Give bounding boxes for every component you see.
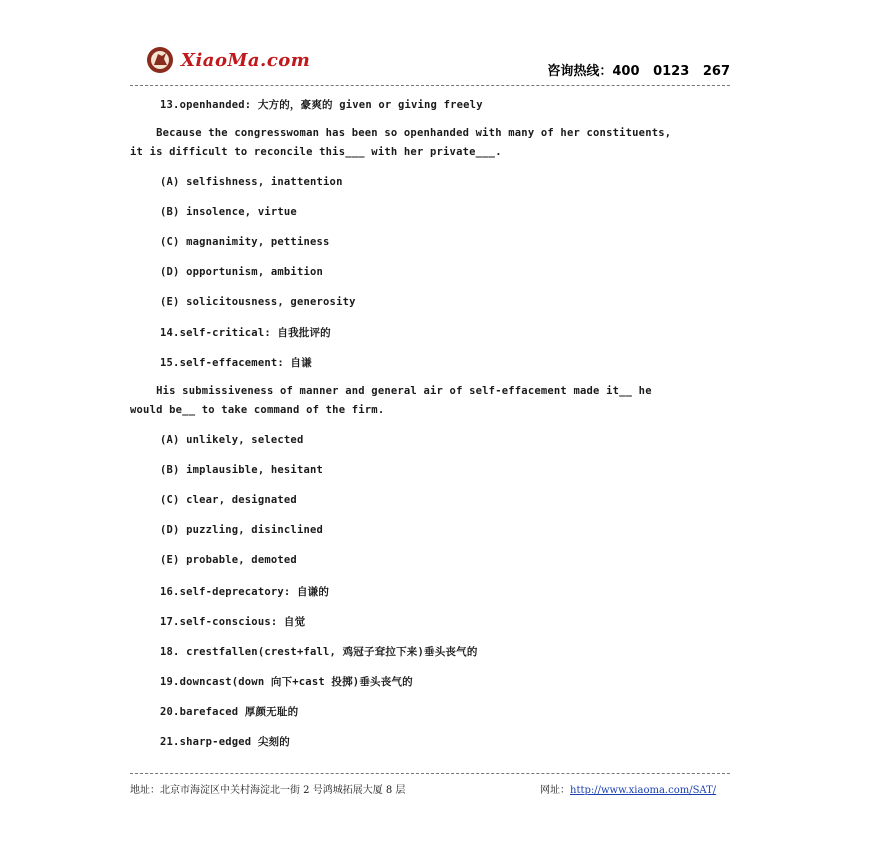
- footer-website: [540, 781, 716, 796]
- hotline-text: 咨询热线：400 0123 267: [547, 64, 730, 79]
- item-18: 18. crestfallen(crest+fall, 鸡冠子耷拉下来)垂头丧气的: [160, 646, 478, 658]
- header-divider: [130, 85, 730, 86]
- question-15-option-a: (A) unlikely, selected: [160, 434, 304, 446]
- logo-text: XiaoMa.com: [181, 49, 311, 71]
- question-13-option-c: (C) magnanimity, pettiness: [160, 236, 330, 248]
- question-13-option-e: (E) solicitousness, generosity: [160, 296, 356, 308]
- horse-logo-icon: [145, 45, 175, 75]
- question-15-option-b: (B) implausible, hesitant: [160, 464, 324, 476]
- question-13-option-a: (A) selfishness, inattention: [160, 176, 343, 188]
- question-15-line-1: His submissiveness of manner and general air of self-effacement made it__ he: [130, 385, 652, 397]
- question-15-line-2: would be__ to take command of the firm.: [130, 404, 385, 416]
- website-label: 网址：: [540, 785, 570, 796]
- item-16: 16.self-deprecatory: 自谦的: [160, 586, 330, 598]
- item-13-heading: 13.openhanded: 大方的，豪爽的 given or giving freely: [160, 99, 483, 111]
- question-13-line-2: it is difficult to reconcile this___ with her private___.: [130, 146, 502, 158]
- item-15: 15.self-effacement: 自谦: [160, 357, 312, 369]
- question-15-option-e: (E) probable, demoted: [160, 554, 297, 566]
- question-15-option-c: (C) clear, designated: [160, 494, 297, 506]
- question-13-option-d: (D) opportunism, ambition: [160, 266, 324, 278]
- item-14: 14.self-critical: 自我批评的: [160, 327, 331, 339]
- website-link[interactable]: http://www.xiaoma.com/SAT/: [570, 785, 717, 796]
- xiaoma-logo: [145, 45, 310, 75]
- footer-divider: [130, 773, 730, 774]
- item-20: 20.barefaced 厚颜无耻的: [160, 706, 299, 718]
- item-21: 21.sharp-edged 尖刻的: [160, 736, 290, 748]
- question-15-option-d: (D) puzzling, disinclined: [160, 524, 324, 536]
- footer-address: 地址：北京市海淀区中关村海淀北一街 2 号鸿城拓展大厦 8 层: [130, 785, 406, 796]
- question-13-option-b: (B) insolence, virtue: [160, 206, 297, 218]
- question-13-line-1: Because the congresswoman has been so openhanded with many of her constituents,: [130, 127, 672, 139]
- item-17: 17.self-conscious: 自觉: [160, 616, 306, 628]
- item-19: 19.downcast(down 向下+cast 投掷)垂头丧气的: [160, 676, 413, 688]
